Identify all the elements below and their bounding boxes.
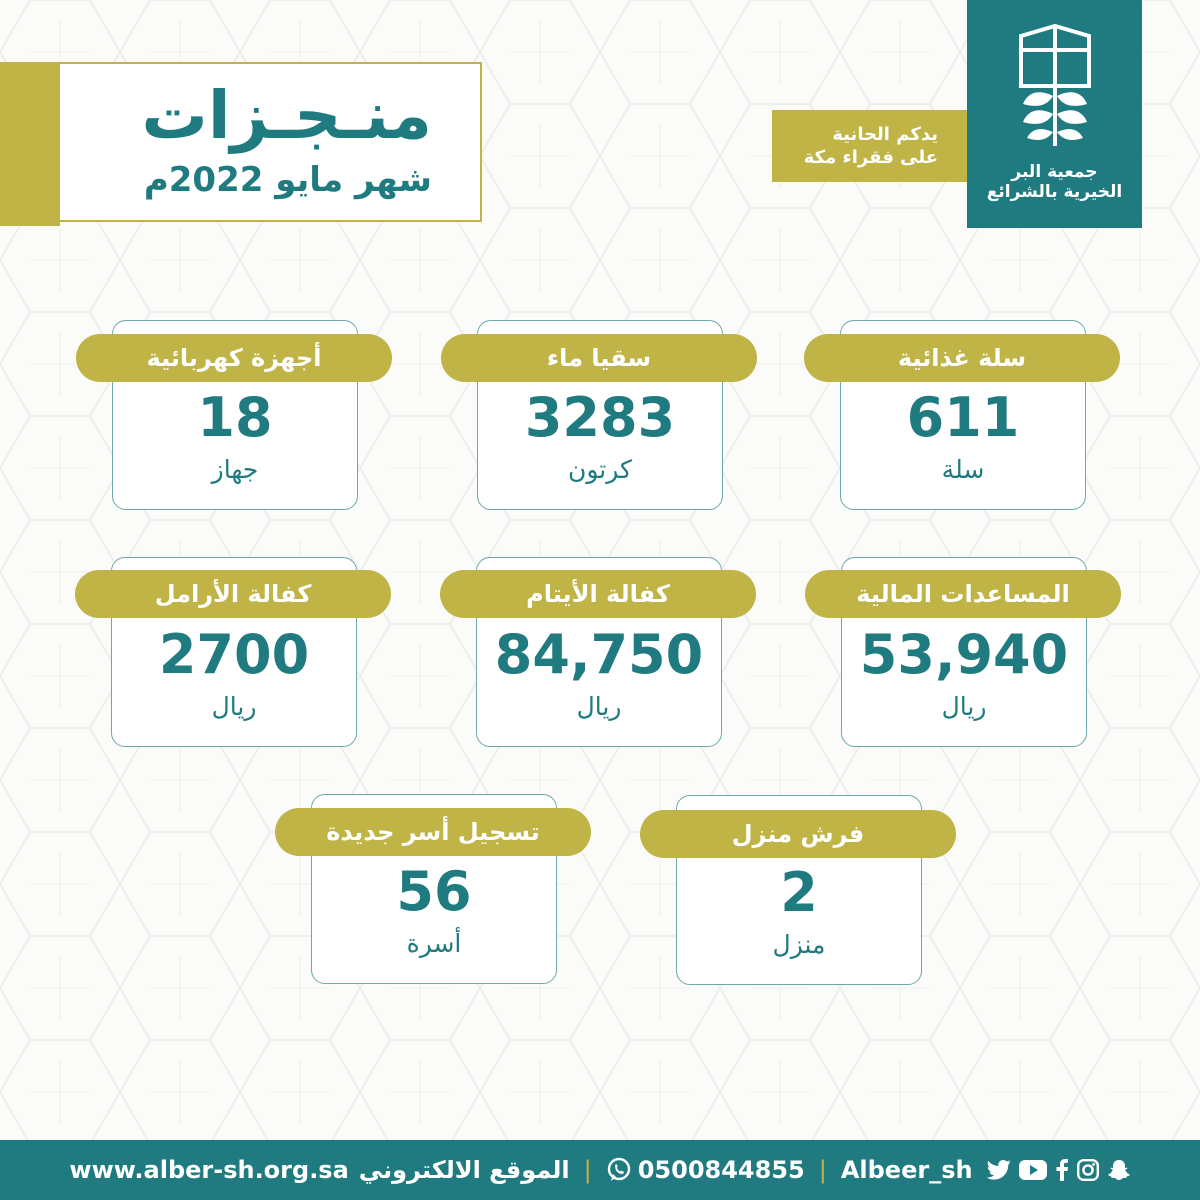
stat-unit: أسرة bbox=[406, 929, 462, 958]
logo-mark-icon bbox=[1013, 22, 1097, 152]
stat-label-appliances: أجهزة كهربائية bbox=[76, 334, 392, 382]
divider: | bbox=[583, 1156, 592, 1184]
title-accent-bar bbox=[0, 62, 60, 226]
page-title: منـجـزات bbox=[141, 77, 432, 154]
website-label: الموقع الالكتروني bbox=[358, 1156, 570, 1184]
snapchat-icon[interactable] bbox=[1107, 1159, 1131, 1181]
stat-value: 3283 bbox=[524, 386, 676, 449]
footer bbox=[0, 1140, 1200, 1200]
stat-unit: جهاز bbox=[211, 455, 259, 484]
tagline-line-1: يدكم الحانية bbox=[832, 123, 938, 145]
social-handle[interactable]: Albeer_sh bbox=[840, 1156, 973, 1184]
stat-unit: سلة bbox=[941, 455, 985, 484]
tagline-line-2: على فقراء مكة bbox=[803, 147, 938, 168]
twitter-icon[interactable] bbox=[987, 1159, 1011, 1181]
stat-value: 84,750 bbox=[494, 623, 704, 686]
stat-unit: منزل bbox=[772, 930, 826, 959]
stat-value: 2 bbox=[780, 861, 818, 924]
stat-value: 2700 bbox=[158, 623, 310, 686]
whatsapp-icon bbox=[606, 1157, 632, 1183]
stat-label-widows: كفالة الأرامل bbox=[75, 570, 391, 618]
logo bbox=[967, 0, 1142, 228]
instagram-icon[interactable] bbox=[1077, 1159, 1099, 1181]
stat-value: 18 bbox=[197, 386, 273, 449]
stat-label-home-furnishing: فرش منزل bbox=[640, 810, 956, 858]
divider: | bbox=[818, 1156, 827, 1184]
logo-text bbox=[967, 162, 1142, 203]
youtube-icon[interactable] bbox=[1019, 1160, 1047, 1180]
stat-label-water: سقيا ماء bbox=[441, 334, 757, 382]
website-link[interactable]: www.alber-sh.org.sa bbox=[69, 1156, 349, 1184]
title-box bbox=[58, 62, 482, 222]
stat-label-new-families: تسجيل أسر جديدة bbox=[275, 808, 591, 856]
stat-value: 56 bbox=[396, 860, 472, 923]
stat-unit: كرتون bbox=[568, 455, 632, 484]
logo-text-line-2: الخيرية بالشرائع bbox=[986, 182, 1123, 203]
stat-unit: ريال bbox=[941, 692, 987, 721]
stat-unit: ريال bbox=[576, 692, 622, 721]
stat-value: 611 bbox=[906, 386, 1020, 449]
logo-text-line-1: جمعية البر bbox=[1011, 162, 1098, 182]
stat-unit: ريال bbox=[211, 692, 257, 721]
social-icons bbox=[987, 1159, 1131, 1181]
tagline-box bbox=[772, 110, 968, 182]
stat-label-orphans: كفالة الأيتام bbox=[440, 570, 756, 618]
stat-label-food-baskets: سلة غذائية bbox=[804, 334, 1120, 382]
stat-value: 53,940 bbox=[859, 623, 1069, 686]
stat-label-financial-aid: المساعدات المالية bbox=[805, 570, 1121, 618]
page-subtitle: شهر مايو 2022م bbox=[143, 160, 432, 200]
phone-number[interactable]: 0500844855 bbox=[637, 1156, 805, 1184]
facebook-icon[interactable] bbox=[1055, 1159, 1069, 1181]
